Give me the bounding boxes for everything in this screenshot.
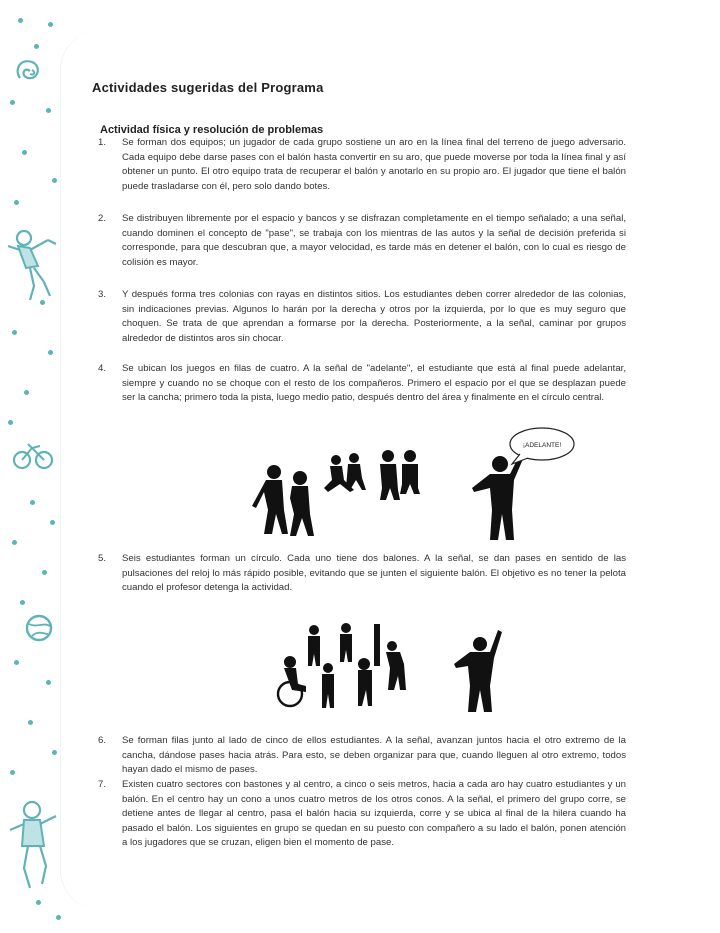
section-title: Actividad física y resolución de problemas: [100, 124, 324, 136]
item-text: Se forman filas junto al lado de cinco de ellos estudiantes. A la señal, avanzan juntos hacia el otro extremo de la cancha, dándose pases hacia atrás. Para esto, se deben organizar para que, cuando lleguen al otro extremo, todos hayan dado el mismo de pases.: [122, 735, 626, 776]
margin-dot: [48, 350, 53, 355]
activity-item-3: [98, 288, 626, 346]
swirl-icon: [12, 56, 48, 86]
item-number: 1.: [98, 137, 107, 148]
teacher-silhouette: [454, 630, 502, 712]
margin-dot: [12, 540, 17, 545]
margin-dot: [10, 100, 15, 105]
margin-dot: [42, 570, 47, 575]
student-silhouettes: [252, 450, 420, 536]
item-text: Se forman dos equipos; un jugador de cada grupo sostiene un aro en la línea final del terreno de juego adversario. Cada equipo debe darse pases con el balón hasta convertir en su aro, que puede moverse por toda la línea final y así obtener un punto. El otro equipo trata de recuperar el balón y anotarlo en su propio aro. El jugador que tiene el balón puede trasladarse con él, pero solo dando botes.: [122, 137, 626, 192]
item-text: Se distribuyen libremente por el espacio y bancos y se disfrazan completamente en el tiempo señalado; a una señal, cuando dominen el concepto de "pase", se trabaja con los mientras de las autos y la señal de decisión preferida si corresponde, para que descubran que, a mayor velocidad, es tarde más en detener el balón, con lo cual es riesgo de colisión es mayor.: [122, 213, 626, 268]
margin-dot: [14, 200, 19, 205]
activity-item-2: [98, 212, 626, 270]
margin-dot: [48, 22, 53, 27]
item-number: 2.: [98, 213, 107, 224]
margin-dot: [20, 600, 25, 605]
item-text: Existen cuatro sectores con bastones y al centro, a cinco o seis metros, hacia a cada aro hay cuatro estudiantes y un balón. En el centro hay un cono a unos cuatro metros de los otros conos. A la señal, el primero del grupo corre, se detiene antes de llegar al centro, pasa el balón hacia su izquierda, corre y se ubica al final de la hilera cuando ha pasado el balón. Los siguientes en grupo se quedan en su puesto con compañero a su lado el balón, ponen atención a los jugadores que se cruzan, eligen bien el momento de pase.: [122, 779, 626, 849]
margin-dot: [12, 330, 17, 335]
decorative-margin: [0, 0, 72, 933]
margin-dot: [46, 680, 51, 685]
activity-item-5: [98, 552, 626, 596]
ball-icon: [22, 612, 56, 644]
margin-dot: [46, 108, 51, 113]
margin-dot: [30, 500, 35, 505]
margin-dot: [14, 660, 19, 665]
item-text: Y después forma tres colonias con rayas en distintos sitios. Los estudiantes deben correr alrededor de las colonias, sin indicaciones previas. Algunos lo harán por la derecha y otros por la izquierda, por lo que es muy seguro que choquen. Se trata de que aprendan a formarse por la derecha. Posteriormente, a la señal, caminar por grupos alrededor de distintos aros sin chocar.: [122, 289, 626, 344]
margin-dot: [50, 520, 55, 525]
item-number: 5.: [98, 553, 107, 564]
running-silhouettes-illustration: [250, 422, 580, 546]
teacher-silhouette: [472, 450, 526, 540]
running-child-icon: [4, 226, 64, 306]
jumping-child-icon: [4, 796, 66, 896]
margin-dot: [24, 390, 29, 395]
item-number: 7.: [98, 779, 107, 790]
item-number: 6.: [98, 735, 107, 746]
item-text: Seis estudiantes forman un círculo. Cada uno tiene dos balones. A la señal, se dan pases en sentido de las pulsaciones del reloj lo más rápido posible, evitando que se junten el siguiente balón. El objetivo es no tener la pelota cuando el profesor detenga la actividad.: [122, 553, 626, 594]
margin-dot: [56, 915, 61, 920]
margin-dot: [52, 178, 57, 183]
margin-dot: [52, 750, 57, 755]
circle-game-illustration: [268, 616, 508, 720]
margin-dot: [8, 420, 13, 425]
activity-item-4: [98, 362, 626, 406]
margin-dot: [22, 150, 27, 155]
student-silhouettes: [278, 623, 406, 708]
bicycle-icon: [10, 440, 56, 474]
page-title: Actividades sugeridas del Programa: [92, 80, 324, 95]
activity-item-1: [98, 136, 626, 194]
margin-curve: [60, 30, 101, 910]
margin-dot: [36, 900, 41, 905]
activity-item-7: [98, 778, 626, 851]
speech-bubble-text: ¡ADELANTE!: [522, 442, 562, 449]
item-number: 4.: [98, 363, 107, 374]
margin-dot: [18, 18, 23, 23]
item-text: Se ubican los juegos en filas de cuatro. A la señal de "adelante", el estudiante que está al final puede adelantar, siempre y cuando no se choque con el resto de los compañeros. Primero el espacio por el que se desplazan puede ser la cancha; primero toda la pista, luego medio patio, después dentro del área y finalmente en el círculo central.: [122, 363, 626, 404]
activity-item-6: [98, 734, 626, 778]
margin-dot: [10, 770, 15, 775]
item-number: 3.: [98, 289, 107, 300]
margin-dot: [34, 44, 39, 49]
margin-dot: [28, 720, 33, 725]
